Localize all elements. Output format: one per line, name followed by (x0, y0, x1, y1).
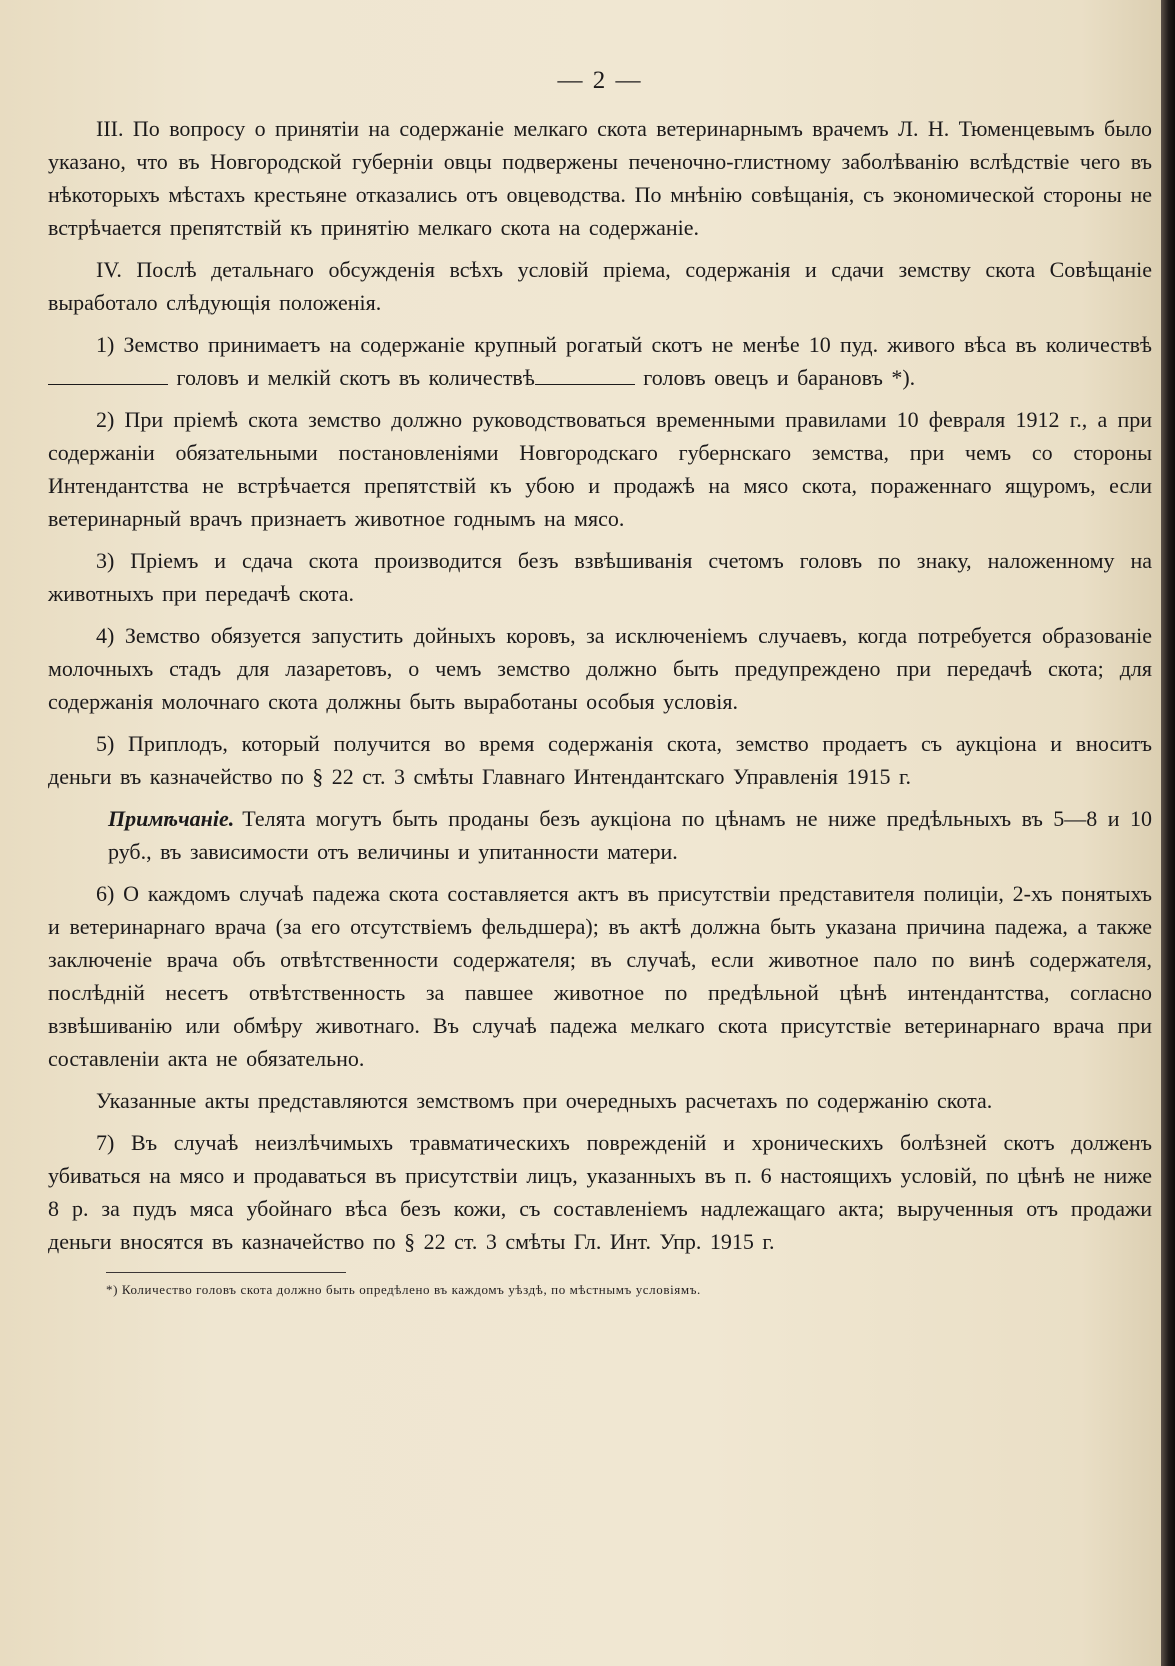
page-number: — 2 — (557, 67, 643, 94)
note-paragraph (108, 802, 1152, 868)
item-7-paragraph: 7) Въ случаѣ неизлѣчимыхъ травматическихъ поврежденій и хроническихъ болѣзней скотъ долженъ убиваться на мясо и продаваться въ присутствіи лицъ, указанныхъ въ п. 6 настоящихъ условій, по цѣнѣ не ниже 8 р. за пудъ мяса убойнаго вѣса безъ кожи, съ составленіемъ надлежащаго акта; вырученныя отъ продажи деньги вносятся въ казначейство по § 22 ст. 3 смѣты Гл. Инт. Упр. 1915 г. (48, 1130, 1152, 1254)
item-6-paragraph: 6) О каждомъ случаѣ падежа скота составляется актъ въ присутствіи представителя полиціи, 2-хъ понятыхъ и ветеринарнаго врача (за его отсутствіемъ фельдшера); въ актѣ должна быть указана причина падежа, а также заключеніе врача объ отвѣтственности содержателя; въ случаѣ, если животное пало по винѣ содержателя, послѣдній несетъ отвѣтственность за павшее животное по предѣльной цѣнѣ интендантства, согласно взвѣшиванію или обмѣру животнаго. Въ случаѣ падежа мелкаго скота присутствіе ветеринарнаго врача при составленіи акта не обязательно. (48, 881, 1152, 1071)
section-iii-paragraph: III. По вопросу о принятіи на содержаніе мелкаго скота ветеринарнымъ врачемъ Л. Н. Тюменцевымъ было указано, что въ Новгородской губерніи овцы подвержены печеночно-глистному заболѣванію вслѣдствіе чего въ нѣкоторыхъ мѣстахъ крестьяне отказались отъ овцеводства. По мнѣнію совѣщанія, съ экономической стороны не встрѣчается препятствій къ принятію мелкаго скота на содержаніе. (48, 116, 1152, 240)
item-3-paragraph: 3) Пріемъ и сдача скота производится безъ взвѣшиванія счетомъ головъ по знаку, наложенному на животныхъ при передачѣ скота. (48, 548, 1152, 606)
cattle-count-blank (48, 368, 168, 385)
acts-paragraph: Указанные акты представляются земствомъ при очередныхъ расчетахъ по содержанію скота. (96, 1088, 993, 1113)
item-1-text-start: 1) Земство принимаетъ на содержаніе крупный рогатый скотъ не менѣе 10 пуд. живого вѣса въ количествѣ (96, 332, 1152, 357)
item-5-paragraph: 5) Приплодъ, который получится во время содержанія скота, земство продаетъ съ аукціона и вноситъ деньги въ казначейство по § 22 ст. 3 смѣты Главнаго Интендантскаго Управленія 1915 г. (48, 731, 1152, 789)
note-text: Телята могутъ быть проданы безъ аукціона по цѣнамъ не ниже предѣльныхъ въ 5—8 и 10 руб., въ зависимости отъ величины и упитанности матери. (108, 806, 1152, 864)
item-1-paragraph (48, 328, 1152, 394)
page-content (48, 62, 1152, 1299)
note-label: Примѣчаніе. (108, 806, 235, 831)
footnote-divider (106, 1272, 346, 1273)
footnote: *) Количество головъ скота должно быть опредѣлено въ каждомъ уѣздѣ, по мѣстнымъ условіямъ. (106, 1282, 701, 1297)
small-cattle-count-blank (535, 368, 635, 385)
section-iv-paragraph: IV. Послѣ детальнаго обсужденія всѣхъ условій пріема, содержанія и сдачи земству скота Совѣщаніе выработало слѣдующія положенія. (48, 257, 1152, 315)
page-edge-shadow (1161, 0, 1175, 1666)
item-1-text-middle: головъ и мелкій скотъ въ количествѣ (176, 365, 535, 390)
item-4-paragraph: 4) Земство обязуется запустить дойныхъ коровъ, за исключеніемъ случаевъ, когда потребуется образованіе молочныхъ стадъ для лазаретовъ, о чемъ земство должно быть предупреждено при передачѣ скота; для содержанія молочнаго скота должны быть выработаны особыя условія. (48, 623, 1152, 714)
item-1-text-end: головъ овецъ и барановъ *). (643, 365, 916, 390)
item-2-paragraph: 2) При пріемѣ скота земство должно руководствоваться временными правилами 10 февраля 1912 г., а при содержаніи обязательными постановленіями Новгородскаго губернскаго земства, при чемъ со стороны Интендантства не встрѣчается препятствій къ убою и продажѣ на мясо скота, пораженнаго ящуромъ, если ветеринарный врачъ признаетъ животное годнымъ на мясо. (48, 407, 1152, 531)
